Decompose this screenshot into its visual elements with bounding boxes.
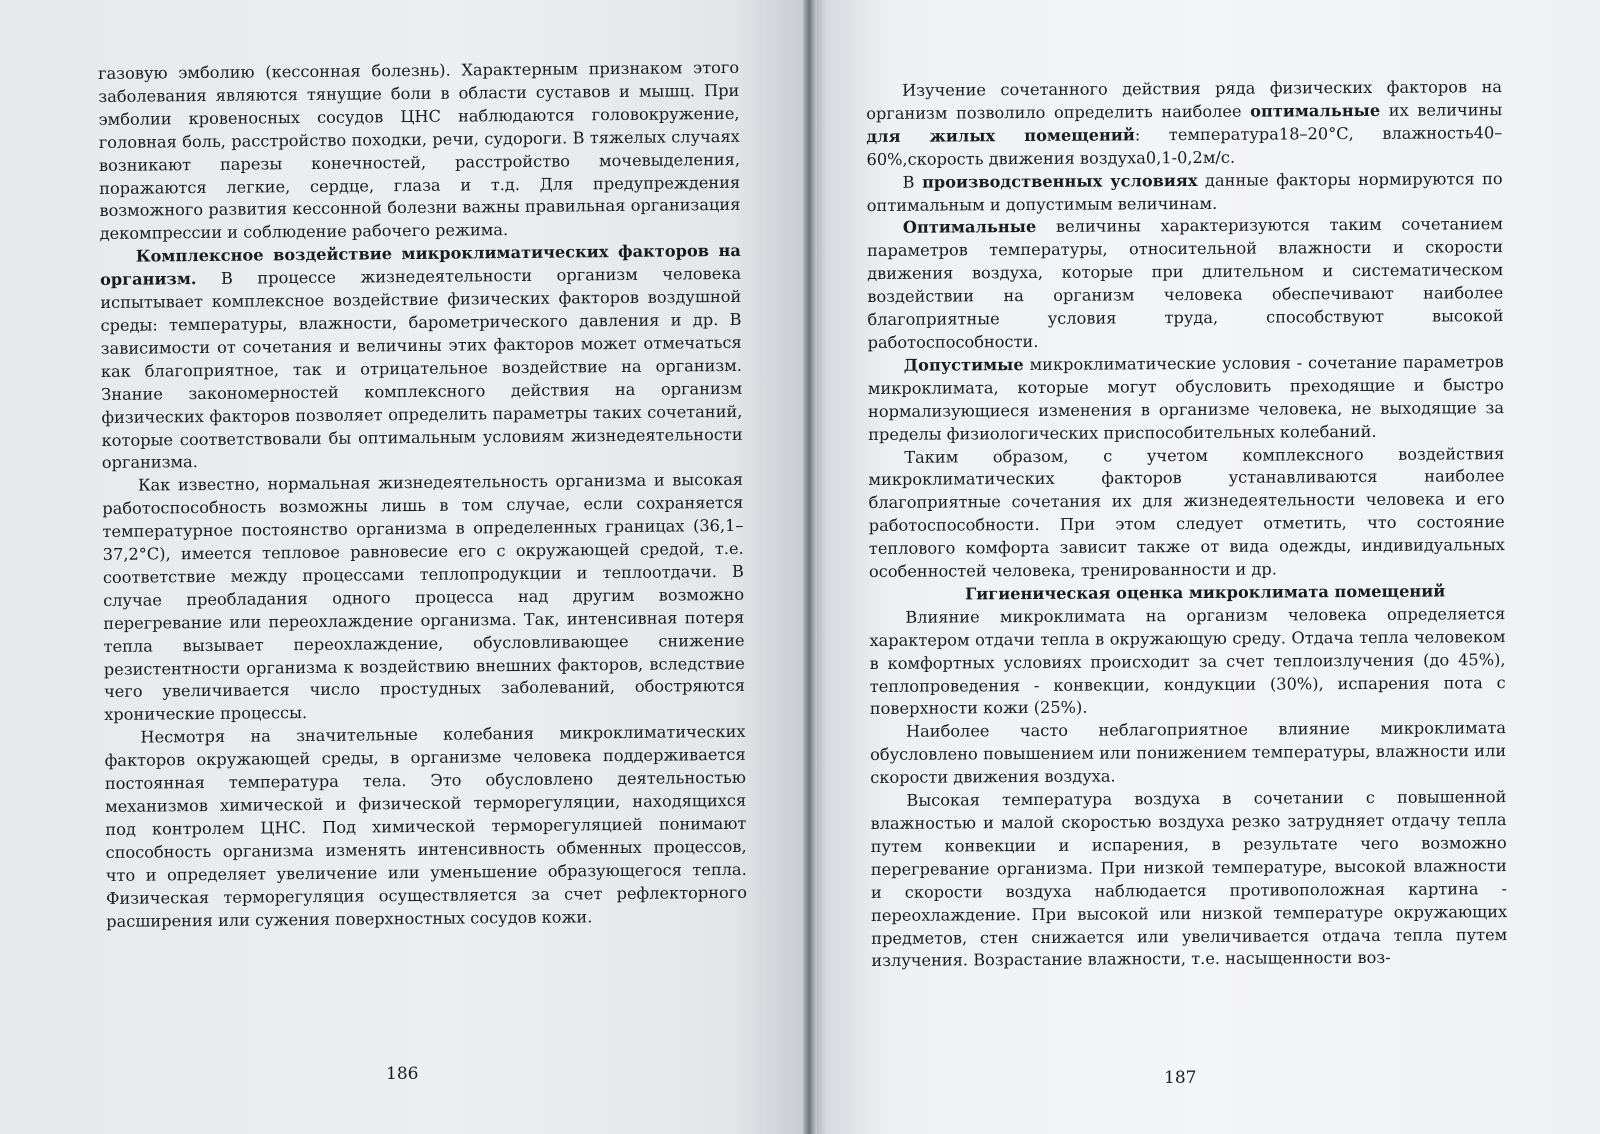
- text-run: величины характеризуются таким сочетанием параметров температуры, относительной влажности и скорости движения воздуха, которые при длительном и систематическом воздействии на организм человека обеспечивают наиболее благоприятные условия труда, способствуют высокой работоспособности.: [866, 214, 1504, 352]
- paragraph: Несмотря на значительные колебания микроклиматических факторов окружающей среды, в организме человека поддерживается постоянная температура тела. Это обусловлено деятельностью механизмов химической и физической терморегуляции, находящихся под контролем ЦНС. Под химической терморегуляцией понимают способность организма изменять интенсивность обменных процессов, что и определяет увеличение или уменьшение образующегося тепла. Физическая терморегуляция осуществляется за счет рефлекторного расширения или сужения поверхностных сосудов кожи.: [104, 722, 748, 931]
- paragraph: Как известно, нормальная жизнедеятельность организма и высокая работоспособность возможны лишь в том случае, если сохраняется температурное постоянство организма в определенных границах (36,1– 37,2°С), имеется тепловое равновесие его с окружающей средой, т.е. соответствие между процессами теплопродукции и теплоотдачи. В случае преобладания одного процесса над другим возможно перегревание или переохлаждение организма. Так, интенсивная потеря тепла вызывает переохлаждение, обусловливающее снижение резистентности организма к воздействию внешних факторов, вследствие чего увеличивается число простудных заболеваний, обостряются хронические процессы.: [102, 470, 746, 725]
- left-page-text: [98, 57, 747, 934]
- text-run: микроклиматические условия - сочетание параметров микроклимата, которые могут обусловить преходящие и быстро нормализующиеся изменения в организме человека, не выходящие за пределы физиологических приспособительных колебаний.: [867, 351, 1505, 444]
- text-run: В: [902, 172, 923, 192]
- paragraph-body: В процессе жизнедеятельности организм человека испытывает комплексное воздействие физических факторов воздушной среды: температуры, влажности, барометрического давления и др. В зависимости от сочетания и величины этих факторов может отмечаться как благоприятное, так и отрицательное воздействие на организм. Знание закономерностей комплексного действия на организм физических факторов позволяет определить параметры таких сочетаний, которые соответствовали бы оптимальным условиям жизнедеятельности организма.: [100, 263, 743, 473]
- paragraph: [100, 240, 743, 475]
- paragraph-heading: Комплексное воздействие микроклиматических факторов на организм.: [99, 241, 741, 290]
- bold-term: для жилых помещений: [866, 125, 1135, 146]
- page-number: 186: [386, 1064, 419, 1084]
- paragraph: Наиболее часто неблагоприятное влияние микроклимата обусловлено повышением или понижением температуры, влажности или скорости движения воздуха.: [870, 718, 1507, 788]
- right-page-text: [866, 76, 1507, 973]
- paragraph: [867, 214, 1504, 355]
- bold-term: производственных условиях: [921, 170, 1198, 192]
- paragraph: [866, 76, 1503, 172]
- paragraph: [868, 351, 1505, 447]
- bold-term: оптимальные: [1250, 100, 1381, 121]
- paragraph: газовую эмболию (кессонная болезнь). Характерным признаком этого заболевания являются тянущие боли в области суставов и мышц. При эмболии кровеносных сосудов ЦНС наблюдаются головокружение, головная боль, расстройство походки, речи, судороги. В тяжелых случаях возникают парезы конечностей, расстройство мочевыделения, поражаются легкие, сердце, глаза и т.д. Для предупреждения возможного развития кессонной болезни важны правильная организация декомпрессии и соблюдение рабочего режима.: [98, 57, 741, 244]
- bold-term: Допустимые: [903, 354, 1024, 375]
- right-page: [810, 0, 1600, 1134]
- text-run: : температура18–20°С, влажность40–60%,скорость движения воздуха0,1-0,2м/с.: [866, 122, 1503, 169]
- bold-term: Оптимальные: [902, 217, 1037, 238]
- text-run: данные факторы нормируются по оптимальным и допустимым величинам.: [866, 168, 1503, 215]
- section-heading: Гигиеническая оценка микроклимата помещений: [965, 581, 1446, 604]
- text-run: Изучение сочетанного действия ряда физических факторов на организм позволило определить наиболее: [866, 77, 1503, 123]
- book-gutter: [803, 0, 817, 1134]
- text-run: их величины: [1380, 100, 1503, 120]
- page-number: 187: [1164, 1068, 1197, 1088]
- paragraph: Влияние микроклимата на организм человека определяется характером отдачи тепла в окружающую среду. Отдача тепла человеком в комфортных условиях происходит за счет теплоизлучения (до 45%), теплопроведения - конвекции, кондукции (30%), испарения пота с поверхности кожи (25%).: [869, 603, 1506, 719]
- paragraph: Таким образом, с учетом комплексного воздействия микроклиматических факторов устанавливаются наиболее благоприятные сочетания их для жизнедеятельности человека и его работоспособности. При этом следует отметить, что состояние теплового комфорта зависит также от вида одежды, индивидуальных особенностей человека, тренированности и др.: [868, 443, 1505, 582]
- paragraph: Высокая температура воздуха в сочетании с повышенной влажностью и малой скоростью воздуха резко затрудняет отдачу тепла путем конвекции и испарения, в результате чего возможно перегревание организма. При низкой температуре, высокой влажности и скорости воздуха наблюдается противоположная картина - переохлаждение. При высокой или низкой температуре окружающих предметов, стен снижается или увеличивается отдача тепла путем излучения. Возрастание влажности, т.е. насыщенности воз-: [870, 787, 1508, 971]
- paragraph: [867, 168, 1503, 218]
